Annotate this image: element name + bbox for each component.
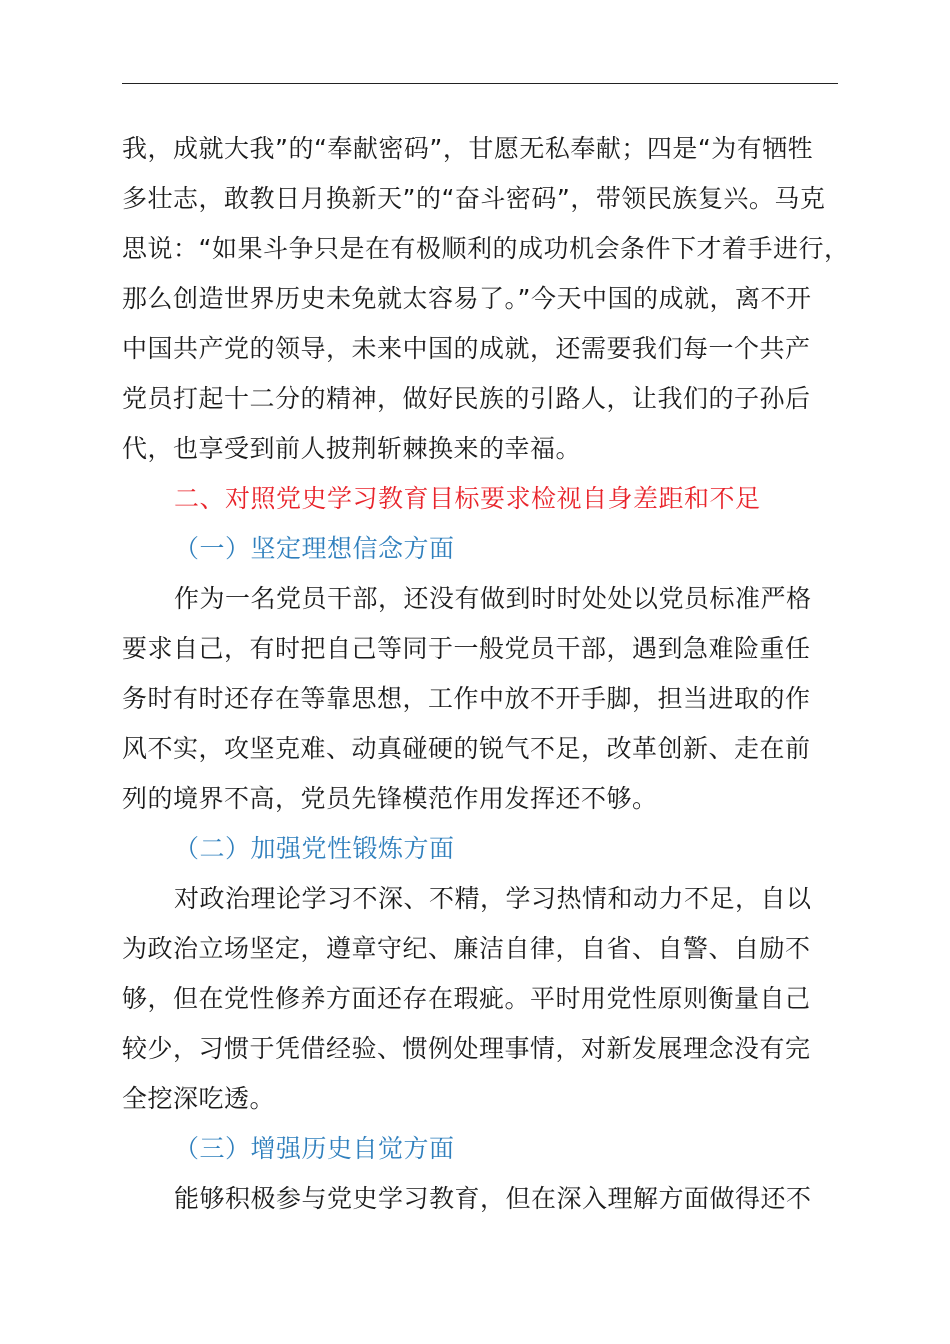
body-line: 为政治立场坚定，遵章守纪、廉洁自律，自省、自警、自励不 — [122, 934, 811, 963]
body-line: 够，但在党性修养方面还存在瑕疵。平时用党性原则衡量自己 — [122, 984, 811, 1013]
body-line: 要求自己，有时把自己等同于一般党员干部，遇到急难险重任 — [122, 634, 811, 663]
body-line: 思说：“如果斗争只是在有极顺利的成功机会条件下才着手进行， — [122, 234, 850, 263]
section-heading: 二、对照党史学习教育目标要求检视自身差距和不足 — [174, 484, 761, 513]
document-body — [122, 124, 862, 1224]
body-line: 较少，习惯于凭借经验、惯例处理事情，对新发展理念没有完 — [122, 1034, 811, 1063]
sub-heading: （二）加强党性锻炼方面 — [174, 834, 455, 863]
sub-heading: （三）增强历史自觉方面 — [174, 1134, 455, 1163]
body-line: 务时有时还存在等靠思想，工作中放不开手脚，担当进取的作 — [122, 684, 811, 713]
body-line: 代，也享受到前人披荆斩棘换来的幸福。 — [122, 434, 582, 463]
paragraph-first-line: 对政治理论学习不深、不精，学习热情和动力不足，自以 — [174, 884, 812, 913]
sub-heading: （一）坚定理想信念方面 — [174, 534, 455, 563]
body-line: 列的境界不高，党员先锋模范作用发挥还不够。 — [122, 784, 658, 813]
body-line: 我，成就大我”的“奉献密码”，甘愿无私奉献；四是“为有牺牲 — [122, 134, 814, 163]
paragraph-first-line: 作为一名党员干部，还没有做到时时处处以党员标准严格 — [174, 584, 812, 613]
body-line: 风不实，攻坚克难、动真碰硬的锐气不足，改革创新、走在前 — [122, 734, 811, 763]
body-line: 中国共产党的领导，未来中国的成就，还需要我们每一个共产 — [122, 334, 811, 363]
paragraph-first-line: 能够积极参与党史学习教育，但在深入理解方面做得还不 — [174, 1184, 812, 1213]
body-line: 党员打起十二分的精神，做好民族的引路人，让我们的子孙后 — [122, 384, 811, 413]
header-rule — [122, 83, 838, 84]
body-line: 全挖深吃透。 — [122, 1084, 276, 1113]
body-line: 多壮志，敢教日月换新天”的“奋斗密码”，带领民族复兴。马克 — [122, 184, 826, 213]
body-line: 那么创造世界历史未免就太容易了。”今天中国的成就，离不开 — [122, 284, 812, 313]
